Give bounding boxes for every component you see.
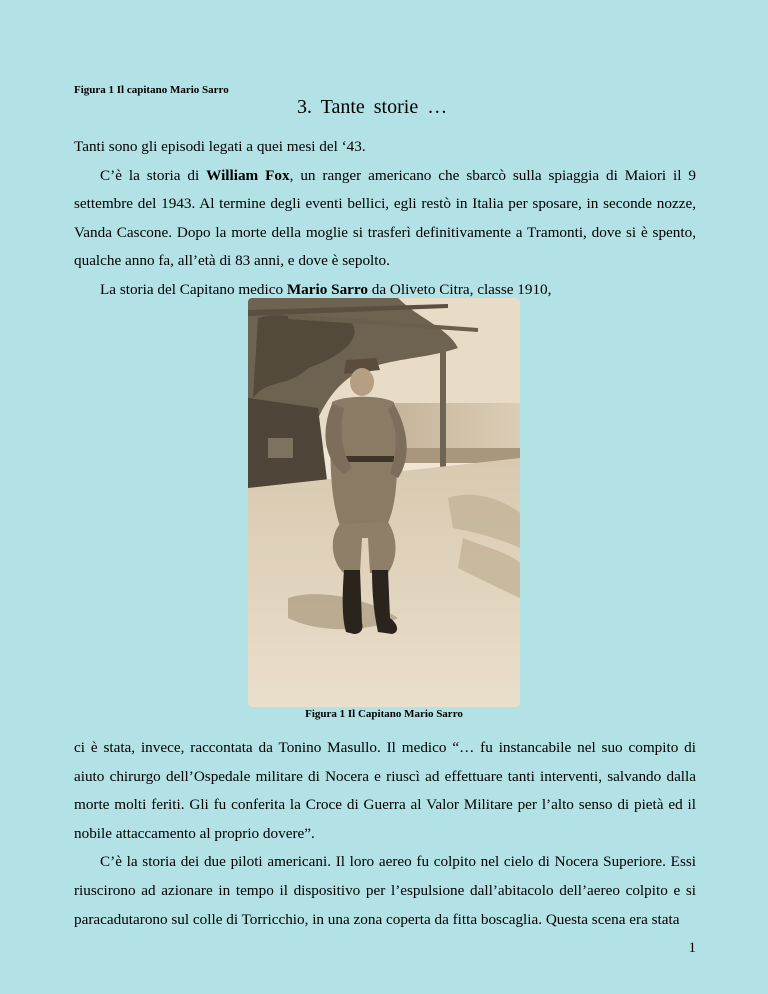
paragraph-4-text: ci è stata, invece, raccontata da Tonino Masullo. Il medico “… fu instancabile nel suo compito di aiuto chirurgo dell’Ospedale militare di Nocera e riuscì ad effettuare tanti interventi, salvando dalla morte molti feriti. Gli fu conferita la Croce di Guerra al Valor Militare per l’alto senso di pietà ed il nobile attaccamento al proprio dovere”. [74, 739, 696, 842]
figure-caption: Figura 1 Il Capitano Mario Sarro [305, 708, 463, 720]
page-number: 1 [688, 940, 696, 956]
paragraph-1 [74, 133, 696, 162]
paragraph-william-fox [74, 162, 696, 276]
paragraph-2-text-a: C’è la storia di [100, 166, 207, 184]
paragraph-masullo [74, 734, 696, 848]
body-text-bottom [74, 734, 696, 934]
paragraph-3-text-a: La storia del Capitano medico [100, 280, 287, 298]
figure-label-top: Figura 1 Il capitano Mario Sarro [74, 84, 229, 96]
photo-captain-mario-sarro [248, 298, 520, 707]
name-mario-sarro: Mario Sarro [286, 280, 368, 298]
body-text-top [74, 133, 696, 305]
paragraph-piloti [74, 848, 696, 934]
name-william-fox: William Fox [206, 166, 290, 184]
paragraph-2-text-b: , un ranger americano che sbarcò sulla spiaggia di Maiori il 9 settembre del 1943. Al termine degli eventi bellici, egli restò in Italia per sposare, in seconde nozze, Vanda Cascone. Dopo la morte della moglie si trasferì definitivamente a Tramonti, dove si è spento, qualche anno fa, all’età di 83 anni, e dove è sepolto. [74, 166, 696, 270]
paragraph-5-text: C’è la storia dei due piloti americani. Il loro aereo fu colpito nel cielo di Nocera Superiore. Essi riuscirono ad azionare in tempo il dispositivo per l’espulsione dall’abitacolo dell’aereo colpito e si paracadutarono sul colle di Torricchio, in una zona coperta da fitta boscaglia. Questa scena era stata [74, 853, 696, 928]
paragraph-3-text-b: da Oliveto Citra, classe 1910, [367, 280, 552, 298]
paragraph-1-text: Tanti sono gli episodi legati a quei mesi del ‘43. [74, 138, 366, 155]
chapter-title: 3. Tante storie … [297, 96, 448, 118]
